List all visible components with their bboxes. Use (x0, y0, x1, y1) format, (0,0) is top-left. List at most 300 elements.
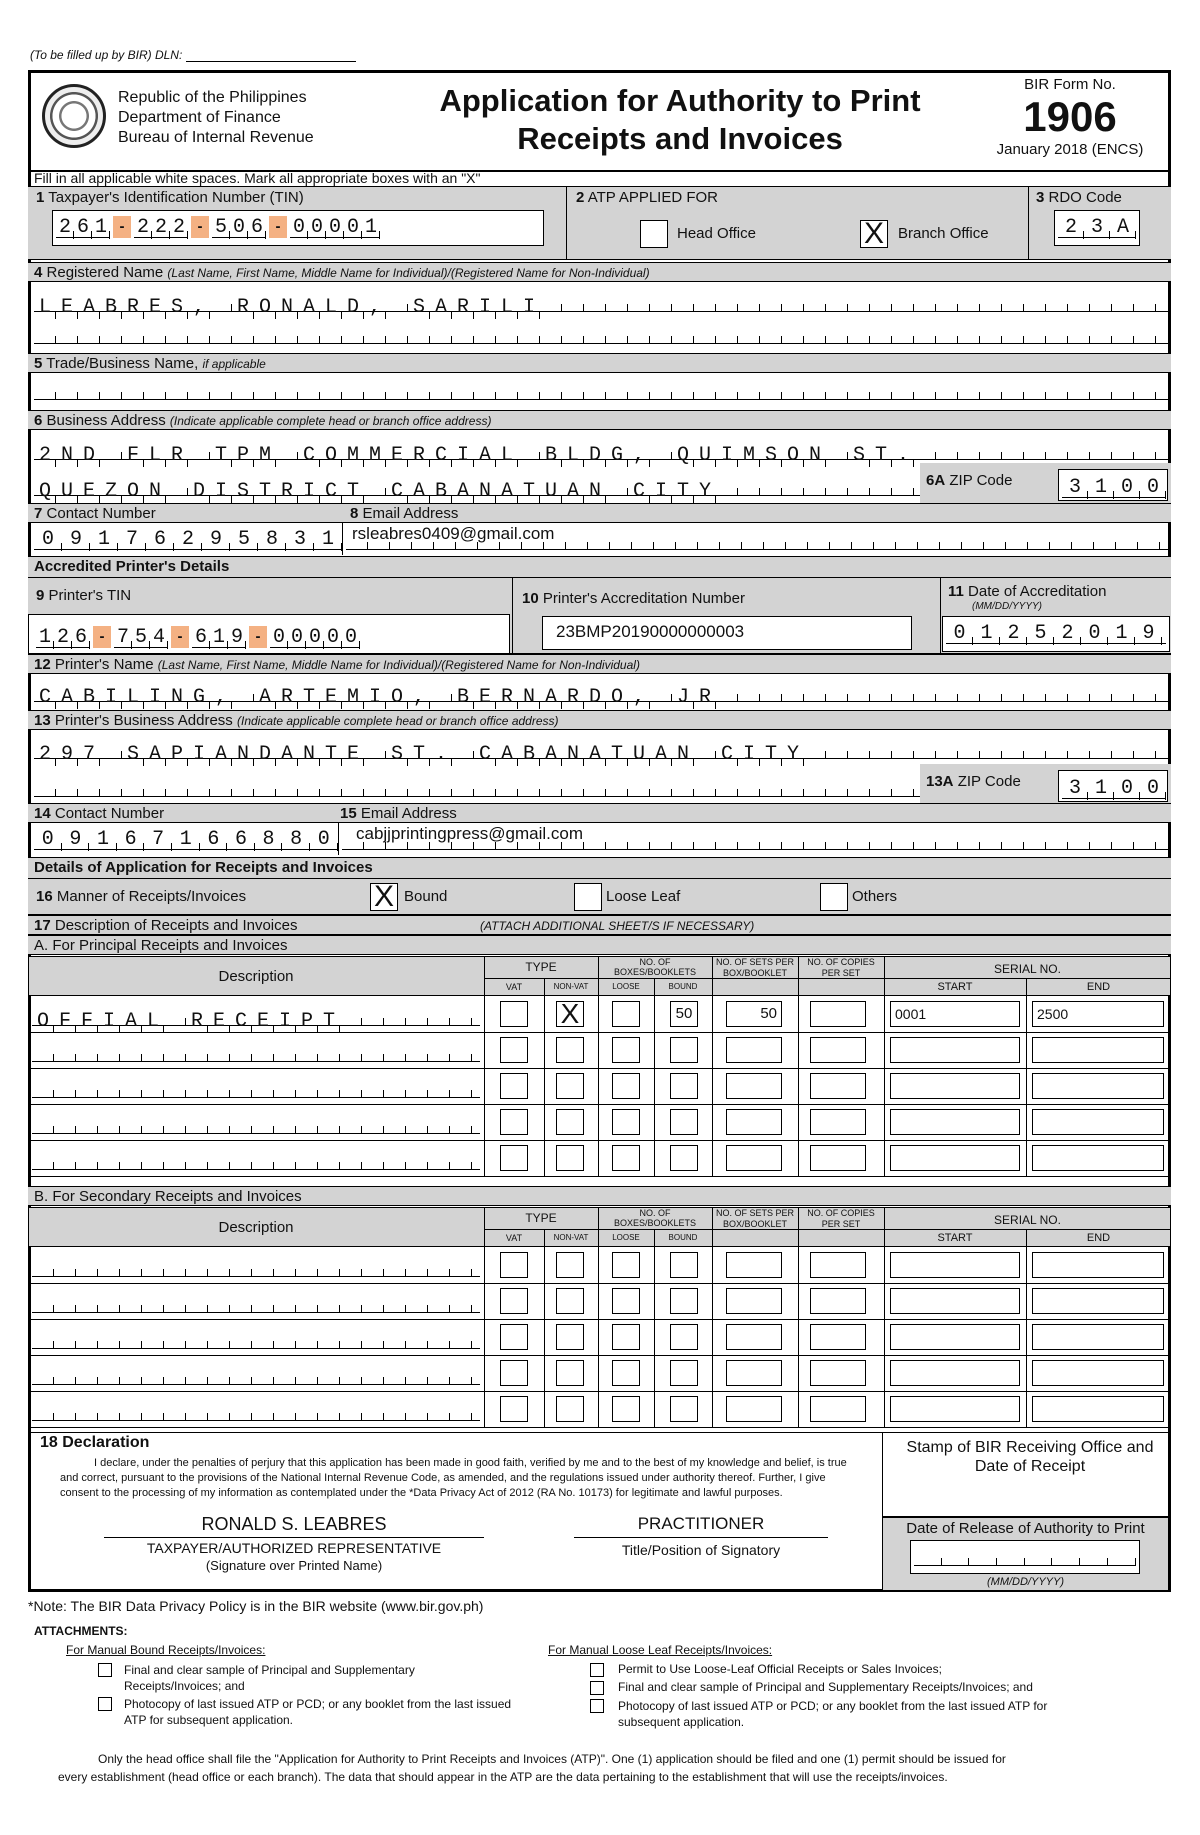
char-cell: R (166, 445, 188, 467)
char-cell: P (296, 1011, 318, 1033)
char-cell (406, 1399, 428, 1421)
trade-name-line[interactable] (34, 378, 1168, 400)
serial-end-box[interactable] (1032, 1396, 1164, 1422)
char-cell (716, 680, 738, 702)
char-cell (650, 322, 672, 344)
char-cell (984, 528, 1006, 550)
description-cell[interactable] (32, 1112, 480, 1134)
vat-box[interactable] (500, 1252, 528, 1278)
col-divider (1026, 1229, 1027, 1427)
copies-box[interactable] (810, 1037, 866, 1063)
printer-name-line[interactable] (34, 680, 1168, 709)
serial-end-box[interactable] (1032, 1252, 1164, 1278)
char-cell: 3 (1062, 477, 1088, 499)
char-cell: A (408, 481, 430, 503)
char-cell: R (276, 687, 298, 709)
char-cell (274, 1148, 296, 1170)
sets-box[interactable]: 50 (726, 1001, 782, 1027)
bound-box[interactable] (670, 1324, 698, 1350)
char-cell (164, 1327, 186, 1349)
char-cell (100, 737, 122, 759)
char-cell: A (452, 481, 474, 503)
char-cell (384, 1399, 406, 1421)
char-cell (318, 1040, 340, 1062)
char-cell (340, 1040, 362, 1062)
loose-box[interactable] (612, 1396, 640, 1422)
attachment-checkbox[interactable] (590, 1699, 604, 1713)
bound-checkbox[interactable]: X (370, 883, 398, 911)
description-cell[interactable] (32, 1327, 480, 1349)
char-cell (716, 474, 738, 496)
loose-box[interactable] (612, 1288, 640, 1314)
char-cell: 0 (1114, 778, 1140, 800)
char-cell: , (210, 687, 232, 709)
char-cell (230, 1255, 252, 1277)
bound-box[interactable] (670, 1109, 698, 1135)
char-cell: S (848, 445, 870, 467)
char-cell (1068, 438, 1090, 460)
loose-leaf-checkbox[interactable] (574, 883, 602, 911)
char-cell (276, 438, 298, 460)
printer-address-line2[interactable] (34, 775, 920, 797)
tin-digit: 5 (212, 217, 230, 239)
vat-box[interactable] (500, 1001, 528, 1027)
char-cell (940, 528, 962, 550)
char-cell (340, 1399, 362, 1421)
vat-box[interactable] (500, 1109, 528, 1135)
char-cell (782, 828, 804, 850)
copies-box[interactable] (810, 1396, 866, 1422)
char-cell (166, 378, 188, 400)
char-cell (100, 322, 122, 344)
char-cell: Y (782, 744, 804, 766)
char-cell (186, 1255, 208, 1277)
char-cell (450, 1112, 472, 1134)
char-cell (32, 1148, 54, 1170)
char-cell (386, 290, 408, 312)
others-label: Others (852, 888, 898, 905)
char-cell (958, 378, 980, 400)
char-cell: I (474, 297, 496, 319)
registered-name-line1[interactable] (34, 290, 1168, 319)
field-9-label: 9 Printer's TIN (36, 587, 132, 604)
char-cell (650, 378, 672, 400)
tin-group (212, 216, 266, 238)
serial-start-box[interactable] (890, 1109, 1020, 1135)
char-cell (274, 1327, 296, 1349)
tin-digit: 1 (362, 217, 380, 239)
char-cell: T (210, 445, 232, 467)
copies-box[interactable] (810, 1073, 866, 1099)
char-cell: 0 (1081, 623, 1108, 645)
char-cell: Y (694, 481, 716, 503)
char-cell: S (166, 297, 188, 319)
char-cell: S (232, 481, 254, 503)
loose-header: LOOSE (612, 1233, 640, 1242)
serial-end-box[interactable] (1032, 1288, 1164, 1314)
char-cell: 9 (1135, 623, 1162, 645)
char-cell (318, 1255, 340, 1277)
nonvat-box[interactable] (556, 1324, 584, 1350)
bound-box[interactable] (670, 1252, 698, 1278)
vat-box[interactable] (500, 1396, 528, 1422)
bound-box[interactable]: 50 (670, 1001, 698, 1027)
description-cell[interactable] (32, 1148, 480, 1170)
char-cell (406, 1004, 428, 1026)
char-cell: S (386, 744, 408, 766)
char-cell: L (122, 687, 144, 709)
branch-office-label: Branch Office (898, 225, 989, 242)
char-cell: I (274, 1011, 296, 1033)
char-cell: Z (100, 481, 122, 503)
char-cell (1134, 438, 1156, 460)
char-cell (914, 438, 936, 460)
attachment-checkbox[interactable] (590, 1681, 604, 1695)
tin-digit: 0 (290, 217, 308, 239)
business-address-line1[interactable] (34, 438, 1168, 467)
char-cell (716, 775, 738, 797)
contact-number-field[interactable] (34, 528, 342, 550)
char-cell (628, 322, 650, 344)
serial-start-box[interactable] (890, 1288, 1020, 1314)
nonvat-box[interactable] (556, 1360, 584, 1386)
char-cell: N (562, 744, 584, 766)
copies-box[interactable] (810, 1109, 866, 1135)
char-cell: 9 (62, 529, 90, 551)
bound-box[interactable] (670, 1037, 698, 1063)
loose-box[interactable] (612, 1001, 640, 1027)
description-cell[interactable] (32, 1255, 480, 1277)
char-cell: 6 (146, 529, 174, 551)
char-cell (1046, 322, 1068, 344)
sets-box[interactable] (726, 1037, 782, 1063)
char-cell (628, 828, 650, 850)
sets-box[interactable] (726, 1109, 782, 1135)
char-cell (120, 1363, 142, 1385)
char-cell (406, 1291, 428, 1313)
char-cell (870, 322, 892, 344)
char-cell (408, 322, 430, 344)
loose-box[interactable] (612, 1252, 640, 1278)
char-cell: I (738, 744, 760, 766)
char-cell (164, 1255, 186, 1277)
sets-box[interactable] (726, 1073, 782, 1099)
attachment-checkbox[interactable] (590, 1663, 604, 1677)
char-cell: P (232, 445, 254, 467)
head-office-checkbox[interactable] (640, 220, 668, 248)
bir-seal-icon (42, 84, 106, 148)
char-cell: T (298, 687, 320, 709)
copies-box[interactable] (810, 1324, 866, 1350)
vat-box[interactable] (500, 1037, 528, 1063)
printer-contact-field[interactable] (34, 828, 338, 850)
char-cell: G (606, 445, 628, 467)
zip-digits (1062, 476, 1166, 498)
char-cell (874, 528, 896, 550)
char-cell (340, 1148, 362, 1170)
char-cell: 1 (1088, 778, 1114, 800)
char-cell (384, 1112, 406, 1134)
char-cell (1094, 528, 1116, 550)
nonvat-box[interactable] (556, 1288, 584, 1314)
boxes-header: NO. OF BOXES/BOOKLETS (613, 1208, 697, 1228)
char-cell (1050, 528, 1072, 550)
char-cell (428, 1291, 450, 1313)
char-cell (760, 322, 782, 344)
others-checkbox[interactable] (820, 883, 848, 911)
loose-box[interactable] (612, 1073, 640, 1099)
char-cell (782, 680, 804, 702)
field-4-band: 4 Registered Name (Last Name, First Name, Middle Name for Individual)/(Registered Name for Non-Individual) (28, 262, 1171, 282)
char-cell (980, 378, 1002, 400)
char-cell (958, 438, 980, 460)
char-cell (1134, 378, 1156, 400)
description-cell[interactable] (32, 1040, 480, 1062)
business-address-line2[interactable] (34, 474, 920, 503)
loose-header: LOOSE (612, 982, 640, 991)
field-5-band: 5 Trade/Business Name, if applicable (28, 353, 1171, 373)
char-cell (56, 378, 78, 400)
serial-end-box[interactable]: 2500 (1032, 1001, 1164, 1027)
char-cell (232, 322, 254, 344)
char-cell (936, 378, 958, 400)
char-cell (254, 775, 276, 797)
char-cell: O (386, 687, 408, 709)
tin-digit: 1 (36, 627, 54, 649)
tin-digit: 6 (72, 627, 90, 649)
char-cell (804, 737, 826, 759)
char-cell (296, 1076, 318, 1098)
serial-end-box[interactable] (1032, 1360, 1164, 1386)
char-cell (78, 378, 100, 400)
attachment-checkbox[interactable] (98, 1697, 112, 1711)
char-cell (848, 474, 870, 496)
field-10-label: 10 Printer's Accreditation Number (522, 590, 745, 607)
char-cell: 6 (117, 829, 145, 851)
char-cell (274, 1112, 296, 1134)
nonvat-box[interactable] (556, 1396, 584, 1422)
char-cell (1002, 438, 1024, 460)
char-cell: R (276, 481, 298, 503)
serial-start-box[interactable] (890, 1324, 1020, 1350)
tin-separator: - (113, 216, 131, 238)
char-cell (340, 1076, 362, 1098)
row-divider (28, 1068, 1171, 1069)
char-cell: 6 (227, 829, 255, 851)
char-cell (936, 438, 958, 460)
char-cell: 7 (144, 829, 172, 851)
char-cell (230, 1327, 252, 1349)
vat-box[interactable] (500, 1288, 528, 1314)
loose-box[interactable] (612, 1037, 640, 1063)
char-cell (122, 378, 144, 400)
copies-box[interactable] (810, 1288, 866, 1314)
char-cell (782, 378, 804, 400)
serial-end-box[interactable] (1032, 1073, 1164, 1099)
type-header: TYPE (525, 960, 557, 974)
serial-end-box[interactable] (1032, 1145, 1164, 1171)
serial-end-box[interactable] (1032, 1109, 1164, 1135)
char-cell (32, 1327, 54, 1349)
char-cell (144, 378, 166, 400)
char-cell (632, 528, 654, 550)
loose-box[interactable] (612, 1145, 640, 1171)
boxes-header: NO. OF BOXES/BOOKLETS (613, 957, 697, 977)
bound-box[interactable] (670, 1288, 698, 1314)
char-cell (166, 474, 188, 496)
tin-digit: 0 (288, 627, 306, 649)
char-cell (318, 1076, 340, 1098)
char-cell (362, 1148, 384, 1170)
printer-address-line1[interactable] (34, 737, 1168, 766)
nonvat-box[interactable] (556, 1073, 584, 1099)
description-cell[interactable] (32, 1076, 480, 1098)
char-cell (962, 528, 984, 550)
copies-box[interactable] (810, 1360, 866, 1386)
char-cell (936, 828, 958, 850)
char-cell: 0 (1140, 778, 1166, 800)
description-cell[interactable] (32, 1291, 480, 1313)
char-cell (826, 322, 848, 344)
copies-box[interactable] (810, 1145, 866, 1171)
char-cell (474, 775, 496, 797)
char-cell (76, 1399, 98, 1421)
field-6a-label: 6A ZIP Code (926, 472, 1013, 489)
loose-box[interactable] (612, 1109, 640, 1135)
tin-digit: 5 (132, 627, 150, 649)
char-cell: 2 (1054, 623, 1081, 645)
char-cell (1046, 290, 1068, 312)
tin-digit: 1 (210, 627, 228, 649)
serial-start-box[interactable] (890, 1252, 1020, 1278)
loose-box[interactable] (612, 1324, 640, 1350)
nonvat-box[interactable] (556, 1109, 584, 1135)
char-cell (386, 775, 408, 797)
char-cell (384, 1148, 406, 1170)
serial-start-box[interactable] (890, 1360, 1020, 1386)
char-cell (100, 775, 122, 797)
char-cell (298, 775, 320, 797)
nonvat-header: NON-VAT (553, 1233, 589, 1242)
description-cell[interactable] (32, 1363, 480, 1385)
char-cell (142, 1112, 164, 1134)
sets-box[interactable] (726, 1360, 782, 1386)
serial-start-box[interactable] (890, 1145, 1020, 1171)
char-cell (452, 737, 474, 759)
copies-box[interactable] (810, 1001, 866, 1027)
char-cell: S (408, 297, 430, 319)
char-cell (186, 1291, 208, 1313)
vat-box[interactable] (500, 1324, 528, 1350)
sets-box[interactable] (726, 1288, 782, 1314)
row-divider (28, 1283, 1171, 1284)
char-cell (430, 775, 452, 797)
char-cell (980, 290, 1002, 312)
char-cell: C (474, 744, 496, 766)
char-cell (676, 528, 698, 550)
serial-start-box[interactable] (890, 1073, 1020, 1099)
char-cell (606, 474, 628, 496)
serial-start-box[interactable]: 0001 (890, 1001, 1020, 1027)
char-cell: R (694, 687, 716, 709)
char-cell (230, 1040, 252, 1062)
nonvat-box[interactable] (556, 1145, 584, 1171)
char-cell (1108, 1544, 1136, 1566)
char-cell: I (210, 481, 232, 503)
char-cell: F (122, 445, 144, 467)
copies-box[interactable] (810, 1252, 866, 1278)
char-cell (870, 290, 892, 312)
char-cell (298, 378, 320, 400)
char-cell (650, 438, 672, 460)
description-cell[interactable] (32, 1399, 480, 1421)
tin-group (290, 216, 380, 238)
vat-box[interactable] (500, 1145, 528, 1171)
char-cell: , (188, 297, 210, 319)
bound-box[interactable] (670, 1396, 698, 1422)
char-cell (54, 1148, 76, 1170)
sets-box[interactable] (726, 1396, 782, 1422)
char-cell (166, 322, 188, 344)
bound-box[interactable] (670, 1360, 698, 1386)
char-cell (450, 1327, 472, 1349)
sets-box[interactable] (726, 1324, 782, 1350)
attachment-checkbox[interactable] (98, 1663, 112, 1677)
bound-box[interactable] (670, 1145, 698, 1171)
char-cell (384, 1040, 406, 1062)
char-cell (804, 474, 826, 496)
serial-end-box[interactable] (1032, 1037, 1164, 1063)
char-cell: I (716, 445, 738, 467)
char-cell: 6 (200, 829, 228, 851)
loose-box[interactable] (612, 1360, 640, 1386)
char-cell (1046, 737, 1068, 759)
char-cell (164, 1040, 186, 1062)
registered-name-line2[interactable] (34, 322, 1168, 344)
branch-office-checkbox[interactable]: X (860, 220, 888, 248)
char-cell (698, 528, 720, 550)
char-cell (34, 775, 56, 797)
serial-start-box[interactable] (890, 1396, 1020, 1422)
char-cell (428, 1148, 450, 1170)
char-cell (318, 1112, 340, 1134)
char-cell (826, 775, 848, 797)
nonvat-box[interactable]: X (556, 1001, 584, 1027)
vat-box[interactable] (500, 1360, 528, 1386)
tin-group (192, 626, 246, 648)
serial-end-box[interactable] (1032, 1324, 1164, 1350)
sets-box[interactable] (726, 1252, 782, 1278)
sets-box[interactable] (726, 1145, 782, 1171)
bound-box[interactable] (670, 1073, 698, 1099)
col-divider (654, 978, 655, 1176)
char-cell (142, 1327, 164, 1349)
char-cell (450, 1399, 472, 1421)
nonvat-box[interactable] (556, 1252, 584, 1278)
char-cell (804, 290, 826, 312)
char-cell (430, 322, 452, 344)
char-cell (208, 1399, 230, 1421)
description-cell[interactable] (32, 1004, 480, 1033)
char-cell (716, 828, 738, 850)
nonvat-box[interactable] (556, 1037, 584, 1063)
char-cell (100, 378, 122, 400)
vat-box[interactable] (500, 1073, 528, 1099)
field-3-label: 3 RDO Code (1036, 189, 1122, 206)
char-cell: , (628, 687, 650, 709)
char-cell: C (716, 744, 738, 766)
serial-start-box[interactable] (890, 1037, 1020, 1063)
